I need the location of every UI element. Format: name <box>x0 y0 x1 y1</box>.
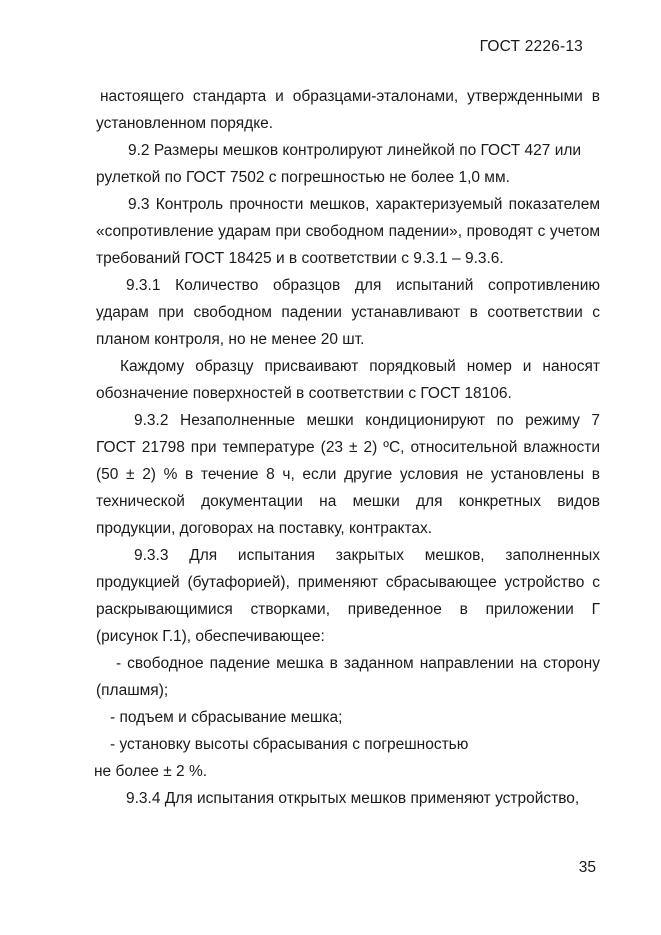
text-line: Каждому образцу присваивают порядковый номер и наносят <box>120 358 600 375</box>
text-line: (50 ± 2) % в течение 8 ч, если другие условия не установлены в <box>96 466 600 483</box>
body-text <box>96 83 600 812</box>
text-line: (плашмя); <box>96 682 169 699</box>
text-line: 9.3.1 Количество образцов для испытаний сопротивлению <box>126 277 600 294</box>
text-line: 9.2 Размеры мешков контролируют линейкой по ГОСТ 427 или <box>128 142 582 159</box>
list-item: - установку высоты сбрасывания с погрешностью <box>110 736 469 753</box>
text-line: 9.3.3 Для испытания закрытых мешков, заполненных <box>134 547 600 564</box>
text-line: ГОСТ 21798 при температуре (23 ± 2) ºС, относительной влажности <box>96 439 600 456</box>
text-line: 9.3 Контроль прочности мешков, характеризуемый показателем <box>128 196 600 213</box>
text-line: настоящего стандарта и образцами-эталонами, утвержденными в <box>100 88 600 105</box>
document-code: ГОСТ 2226-13 <box>479 38 583 55</box>
text-line: требований ГОСТ 18425 и в соответствии с 9.3.1 – 9.3.6. <box>96 250 504 267</box>
text-line: ударам при свободном падении устанавливают в соответствии с <box>96 304 600 321</box>
text-line: технической документации на мешки для конкретных видов <box>96 493 600 510</box>
text-line: 9.3.2 Незаполненные мешки кондиционируют по режиму 7 <box>134 412 600 429</box>
text-line: установленном порядке. <box>96 115 274 132</box>
text-line: раскрывающимися створками, приведенное в приложении Г <box>96 601 600 618</box>
text-line: (рисунок Г.1), обеспечивающее: <box>96 628 325 645</box>
text-line: рулеткой по ГОСТ 7502 с погрешностью не более 1,0 мм. <box>96 169 510 186</box>
text-line: не более ± 2 %. <box>94 763 208 780</box>
text-line: продукции, договорах на поставку, контрактах. <box>96 520 433 537</box>
text-line: обозначение поверхностей в соответствии с ГОСТ 18106. <box>96 385 512 402</box>
list-item: - подъем и сбрасывание мешка; <box>110 709 343 726</box>
text-line: 9.3.4 Для испытания открытых мешков применяют устройство, <box>126 790 580 807</box>
page-number: 35 <box>578 859 596 876</box>
text-line: продукцией (бутафорией), применяют сбрасывающее устройство с <box>96 574 600 591</box>
text-line: «сопротивление ударам при свободном падении», проводят с учетом <box>96 223 600 240</box>
list-item: - свободное падение мешка в заданном направлении на сторону <box>116 655 600 672</box>
text-line: планом контроля, но не менее 20 шт. <box>96 331 365 348</box>
